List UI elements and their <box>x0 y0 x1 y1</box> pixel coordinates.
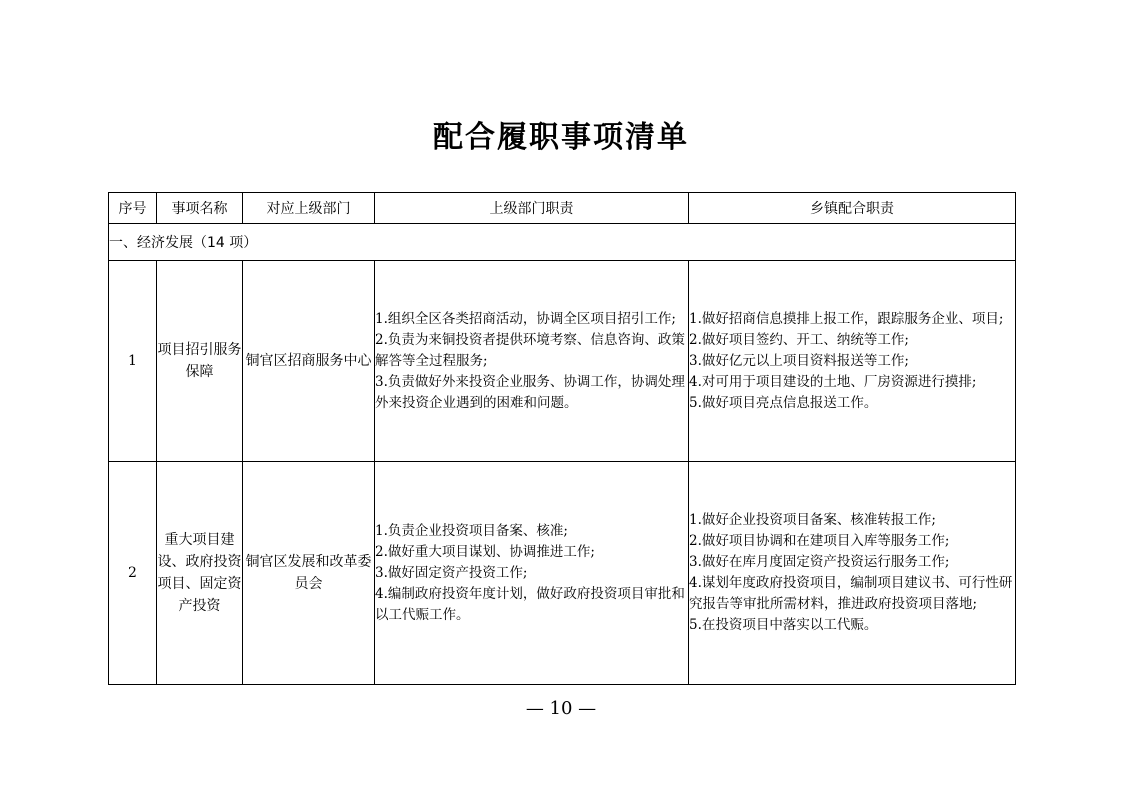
header-town-duty: 乡镇配合职责 <box>689 193 1016 224</box>
row-town-duty <box>689 261 1016 462</box>
duty-item: 3.做好固定资产投资工作; <box>375 564 528 581</box>
duty-item: 4.谋划年度政府投资项目，编制项目建议书、可行性研究报告等审批所需材料，推进政府投资项目落地; <box>689 575 1013 612</box>
table-header-row <box>109 193 1016 224</box>
header-upper-duty: 上级部门职责 <box>375 193 689 224</box>
header-dept: 对应上级部门 <box>243 193 375 224</box>
duty-item: 2.做好项目签约、开工、纳统等工作; <box>689 331 909 348</box>
row-item-name: 重大项目建设、政府投资项目、固定资产投资 <box>157 462 243 685</box>
duty-item: 4.编制政府投资年度计划，做好政府投资项目审批和以工代赈工作。 <box>375 585 685 623</box>
page-number: — 10 — <box>525 698 597 719</box>
row-item-name: 项目招引服务保障 <box>157 261 243 462</box>
header-name: 事项名称 <box>157 193 243 224</box>
row-upper-duty <box>375 462 689 685</box>
table-row <box>109 261 1016 462</box>
row-town-duty <box>689 462 1016 685</box>
duty-item: 1.组织全区各类招商活动，协调全区项目招引工作; <box>375 310 676 327</box>
duty-item: 2.负责为来铜投资者提供环境考察、信息咨询、政策解答等全过程服务; <box>375 331 685 369</box>
duty-item: 5.在投资项目中落实以工代赈。 <box>689 617 878 633</box>
header-num: 序号 <box>109 193 157 224</box>
duty-item: 3.做好亿元以上项目资料报送等工作; <box>689 352 909 369</box>
row-department: 铜官区招商服务中心 <box>243 261 375 462</box>
duty-table <box>108 192 1016 685</box>
table-row <box>109 462 1016 685</box>
duty-item: 1.做好招商信息摸排上报工作，跟踪服务企业、项目; <box>689 310 1004 327</box>
row-num: 1 <box>109 261 157 462</box>
section-row <box>109 224 1016 261</box>
row-department: 铜官区发展和改革委员会 <box>243 462 375 685</box>
row-upper-duty <box>375 261 689 462</box>
duty-item: 1.负责企业投资项目备案、核准; <box>375 522 568 539</box>
duty-item: 3.负责做好外来投资企业服务、协调工作，协调处理外来投资企业遇到的困难和问题。 <box>375 373 685 411</box>
page-title: 配合履职事项清单 <box>433 120 689 155</box>
section-title: 一、经济发展（14 项） <box>109 224 1016 261</box>
duty-item: 5.做好项目亮点信息报送工作。 <box>689 394 878 411</box>
row-num: 2 <box>109 462 157 685</box>
duty-item: 3.做好在库月度固定资产投资运行服务工作; <box>689 554 950 570</box>
duty-item: 2.做好重大项目谋划、协调推进工作; <box>375 543 595 560</box>
duty-item: 4.对可用于项目建设的土地、厂房资源进行摸排; <box>689 373 977 390</box>
duty-item: 2.做好项目协调和在建项目入库等服务工作; <box>689 533 950 549</box>
duty-item: 1.做好企业投资项目备案、核准转报工作; <box>689 512 936 528</box>
